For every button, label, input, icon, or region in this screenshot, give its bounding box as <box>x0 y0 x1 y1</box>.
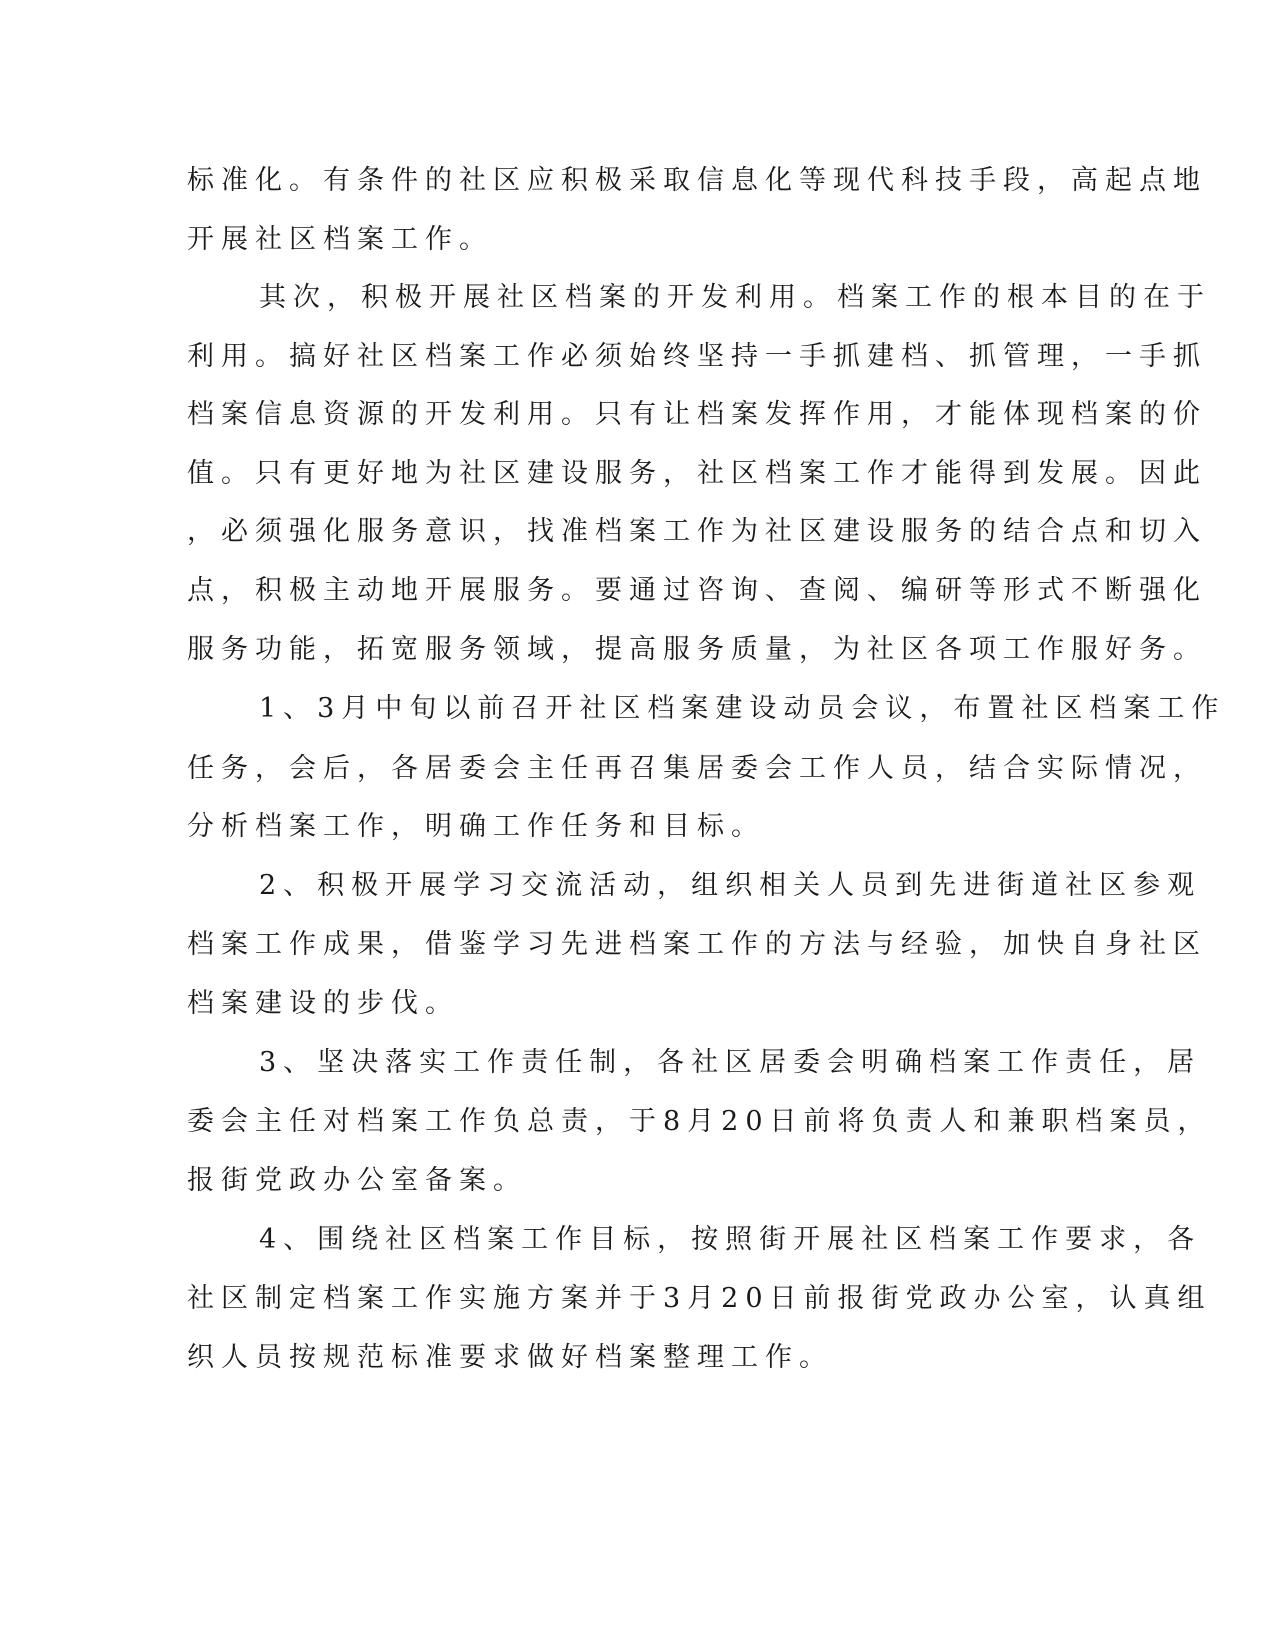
text-line: 利用。搞好社区档案工作必须始终坚持一手抓建档、抓管理，一手抓 <box>187 341 1207 372</box>
text-line: 4、围绕社区档案工作目标，按照街开展社区档案工作要求，各 <box>259 1224 1202 1255</box>
text-line: 服务功能，拓宽服务领域，提高服务质量，为社区各项工作服好务。 <box>187 634 1207 665</box>
text-line: 档案信息资源的开发利用。只有让档案发挥作用，才能体现档案的价 <box>187 399 1207 430</box>
text-line: 点，积极主动地开展服务。要通过咨询、查阅、编研等形式不断强化 <box>187 575 1207 606</box>
text-line: 开展社区档案工作。 <box>187 224 493 255</box>
text-line: 3、坚决落实工作责任制，各社区居委会明确档案工作责任，居 <box>259 1047 1202 1078</box>
text-line: ，必须强化服务意识，找准档案工作为社区建设服务的结合点和切入 <box>187 516 1207 547</box>
text-line: 档案工作成果，借鉴学习先进档案工作的方法与经验，加快自身社区 <box>187 929 1207 960</box>
text-line: 织人员按规范标准要求做好档案整理工作。 <box>187 1342 833 1373</box>
text-line: 档案建设的步伐。 <box>187 988 459 1019</box>
text-line: 2、积极开展学习交流活动，组织相关人员到先进街道社区参观 <box>259 870 1202 901</box>
text-line: 1、3月中旬以前召开社区档案建设动员会议，布置社区档案工作 <box>259 693 1226 724</box>
text-line: 分析档案工作，明确工作任务和目标。 <box>187 811 765 842</box>
text-line: 社区制定档案工作实施方案并于3月20日前报街党政办公室，认真组 <box>187 1283 1212 1314</box>
text-line: 委会主任对档案工作负总责，于8月20日前将负责人和兼职档案员， <box>187 1106 1212 1137</box>
text-line: 标准化。有条件的社区应积极采取信息化等现代科技手段，高起点地 <box>187 165 1207 196</box>
text-line: 值。只有更好地为社区建设服务，社区档案工作才能得到发展。因此 <box>187 458 1207 489</box>
text-line: 其次，积极开展社区档案的开发利用。档案工作的根本目的在于 <box>259 282 1211 313</box>
text-line: 任务，会后，各居委会主任再召集居委会工作人员，结合实际情况， <box>187 753 1207 784</box>
text-line: 报街党政办公室备案。 <box>187 1165 527 1196</box>
